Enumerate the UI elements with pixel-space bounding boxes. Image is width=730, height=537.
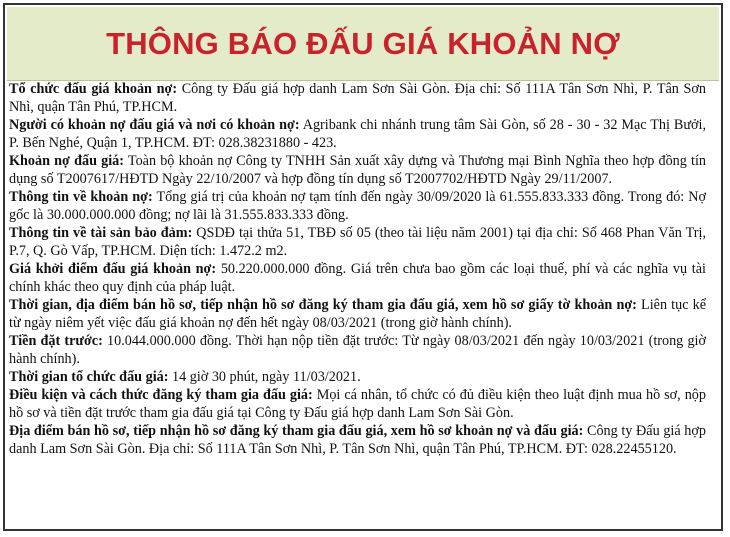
notice-title: THÔNG BÁO ĐẤU GIÁ KHOẢN NỢ (106, 25, 620, 61)
section-deposit (9, 332, 706, 368)
section-label: Thông tin về tài sản bảo đảm: (9, 225, 193, 241)
section-label: Giá khởi điểm đấu giá khoản nợ: (9, 261, 217, 277)
section-text: QSDĐ tại thửa 51, TBĐ số 05 (theo tài liệu năm 2001) tại địa chỉ: Số 468 Phan Văn Trị, P.7, Q. Gò Vấp, TP.HCM. Diện tích: 1.472.2 m2. (9, 225, 706, 259)
notice-header (7, 7, 719, 81)
section-debt-auctioned (9, 152, 706, 188)
section-label: Thời gian, địa điểm bán hồ sơ, tiếp nhận hồ sơ đăng ký tham gia đấu giá, xem hồ sơ giấy tờ khoản nợ: (9, 297, 637, 313)
section-text: 50.220.000.000 đồng. Giá trên chưa bao gồm các loại thuế, phí và các nghĩa vụ tài chính khác theo quy định của pháp luật. (9, 261, 706, 295)
section-debt-info (9, 188, 706, 224)
section-document-sale-time (9, 296, 706, 332)
notice-body (9, 80, 706, 458)
section-auction-location (9, 422, 706, 458)
section-text: 14 giờ 30 phút, ngày 11/03/2021. (168, 369, 361, 385)
section-label: Người có khoản nợ đấu giá và nơi có khoản nợ: (9, 117, 300, 133)
section-text: Agribank chi nhánh trung tâm Sài Gòn, số 28 - 30 - 32 Mạc Thị Bưởi, P. Bến Nghé, Quận 1, TP.HCM. ĐT: 028.38231880 - 423. (9, 117, 707, 151)
section-text: 10.044.000.000 đồng. Thời hạn nộp tiền đặt trước: Từ ngày 08/03/2021 đến ngày 10/03/2021 (trong giờ hành chính). (9, 333, 706, 367)
section-label: Thời gian tổ chức đấu giá: (9, 369, 169, 385)
section-auction-time (9, 368, 706, 386)
section-label: Khoản nợ đấu giá: (9, 153, 124, 169)
section-registration-conditions (9, 386, 706, 422)
section-label: Thông tin về khoản nợ: (9, 189, 153, 205)
section-label: Điều kiện và cách thức đăng ký tham gia đấu giá: (9, 387, 313, 403)
section-label: Tiền đặt trước: (9, 333, 103, 349)
section-text: Mọi cá nhân, tổ chức có đủ điều kiện theo luật định mua hồ sơ, nộp hồ sơ và tiền đặt trước tham gia đấu giá tại Công ty Đấu giá hợp danh Lam Sơn Sài Gòn. (9, 387, 706, 421)
section-label: Tổ chức đấu giá khoản nợ: (9, 81, 178, 97)
section-debt-holder (9, 116, 706, 152)
section-text: Toàn bộ khoản nợ Công ty TNHH Sản xuất xây dựng và Thương mại Bình Nghĩa theo hợp đồng tín dụng số T2007617/HĐTD Ngày 22/10/2007 và hợp đồng tín dụng số T2007702/HĐTD Ngày 29/11/2007. (9, 153, 707, 187)
section-text: Công ty Đấu giá hợp danh Lam Sơn Sài Gòn. Địa chỉ: Số 111A Tân Sơn Nhì, P. Tân Sơn Nhì, quận Tân Phú, TP.HCM. ĐT: 028.22455120. (9, 423, 706, 457)
section-text: Tổng giá trị của khoản nợ tạm tính đến ngày 30/09/2020 là 61.555.833.333 đồng. Trong đó: Nợ gốc là 30.000.000.000 đồng; nợ lãi là 31.555.833.333 đồng. (9, 189, 706, 223)
section-label: Địa điểm bán hồ sơ, tiếp nhận hồ sơ đăng ký tham gia đấu giá, xem hồ sơ khoản nợ và đấu giá: (9, 423, 584, 439)
section-text: Công ty Đấu giá hợp danh Lam Sơn Sài Gòn. Địa chỉ: Số 111A Tân Sơn Nhì, P. Tân Sơn Nhì, quận Tân Phú, TP.HCM. (9, 81, 707, 115)
section-collateral (9, 224, 706, 260)
section-starting-price (9, 260, 706, 296)
section-text: Liên tục kể từ ngày niêm yết việc đấu giá khoản nợ đến hết ngày 08/03/2021 (trong giờ hành chính). (9, 297, 706, 331)
section-auction-organizer (9, 80, 706, 116)
